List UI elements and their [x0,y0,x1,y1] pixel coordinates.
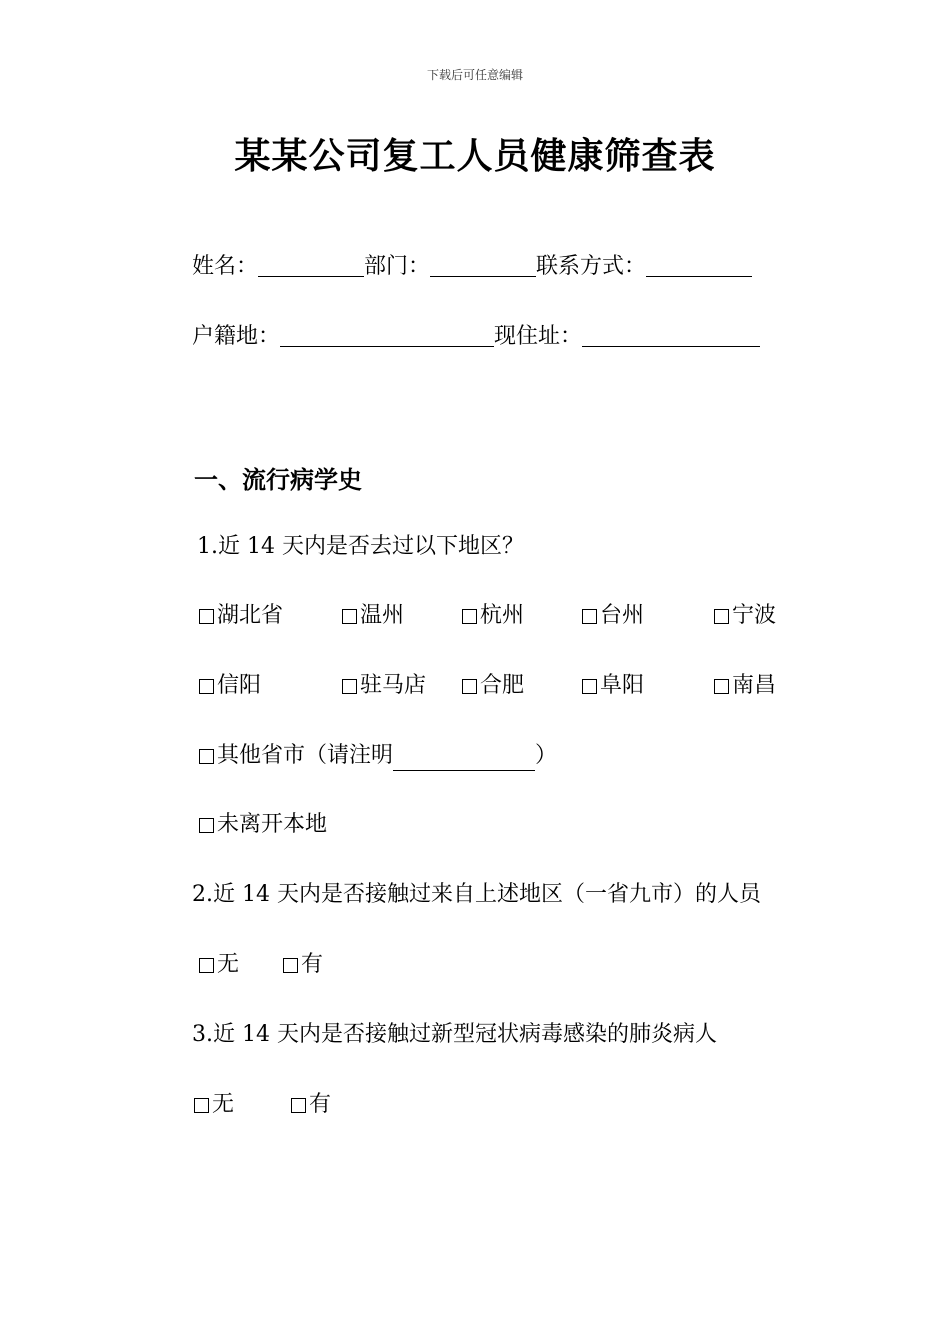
contact-field[interactable] [646,252,752,277]
other-province-field[interactable] [393,746,535,771]
department-field[interactable] [430,252,536,277]
checkbox-icon [342,679,357,694]
checkbox-wenzhou[interactable]: 温州 [342,599,404,633]
contact-label: 联系方式： [536,254,647,279]
checkbox-q2-yes[interactable]: 有 [283,948,323,982]
info-row-1 [192,250,752,284]
question-3: 3.近 14 天内是否接触过新型冠状病毒感染的肺炎病人 [192,1022,717,1047]
checkbox-nanchang[interactable]: 南昌 [714,669,776,703]
checkbox-hangzhou[interactable]: 杭州 [462,599,524,633]
checkbox-ningbo[interactable]: 宁波 [714,599,776,633]
name-label: 姓名： [192,254,259,279]
address-field[interactable] [582,322,760,347]
checkbox-icon [582,679,597,694]
question-1: 1.近 14 天内是否去过以下地区？ [197,534,524,559]
question-2: 2.近 14 天内是否接触过来自上述地区（一省九市）的人员 [192,882,761,907]
checkbox-icon [462,679,477,694]
checkbox-taizhou[interactable]: 台州 [582,599,644,633]
checkbox-q2-no[interactable]: 无 [199,948,239,982]
checkbox-icon [582,609,597,624]
hukou-field[interactable] [280,322,494,347]
checkbox-zhumadian[interactable]: 驻马店 [342,669,426,703]
checkbox-icon [291,1098,306,1113]
checkbox-icon [199,958,214,973]
checkbox-icon [199,679,214,694]
checkbox-icon [194,1098,209,1113]
checkbox-icon [199,749,214,764]
checkbox-icon [283,958,298,973]
checkbox-q3-yes[interactable]: 有 [291,1088,331,1122]
address-label: 现住址： [494,324,583,349]
checkbox-other-province[interactable]: 其他省市（请注明 ） [199,739,557,773]
checkbox-not-left[interactable]: 未离开本地 [199,808,327,842]
checkbox-xinyang[interactable]: 信阳 [199,669,261,703]
checkbox-hefei[interactable]: 合肥 [462,669,524,703]
checkbox-icon [342,609,357,624]
checkbox-icon [199,609,214,624]
hukou-label: 户籍地： [192,324,281,349]
checkbox-icon [199,818,214,833]
page-title: 某某公司复工人员健康筛查表 [234,135,716,177]
checkbox-icon [714,679,729,694]
info-row-2 [192,320,760,354]
checkbox-fuyang[interactable]: 阜阳 [582,669,644,703]
section-heading: 一、流行病学史 [194,465,362,494]
checkbox-hubei[interactable]: 湖北省 [199,599,283,633]
name-field[interactable] [258,252,364,277]
header-note: 下载后可任意编辑 [426,68,523,82]
checkbox-q3-no[interactable]: 无 [194,1088,234,1122]
checkbox-icon [714,609,729,624]
department-label: 部门： [364,254,431,279]
checkbox-icon [462,609,477,624]
